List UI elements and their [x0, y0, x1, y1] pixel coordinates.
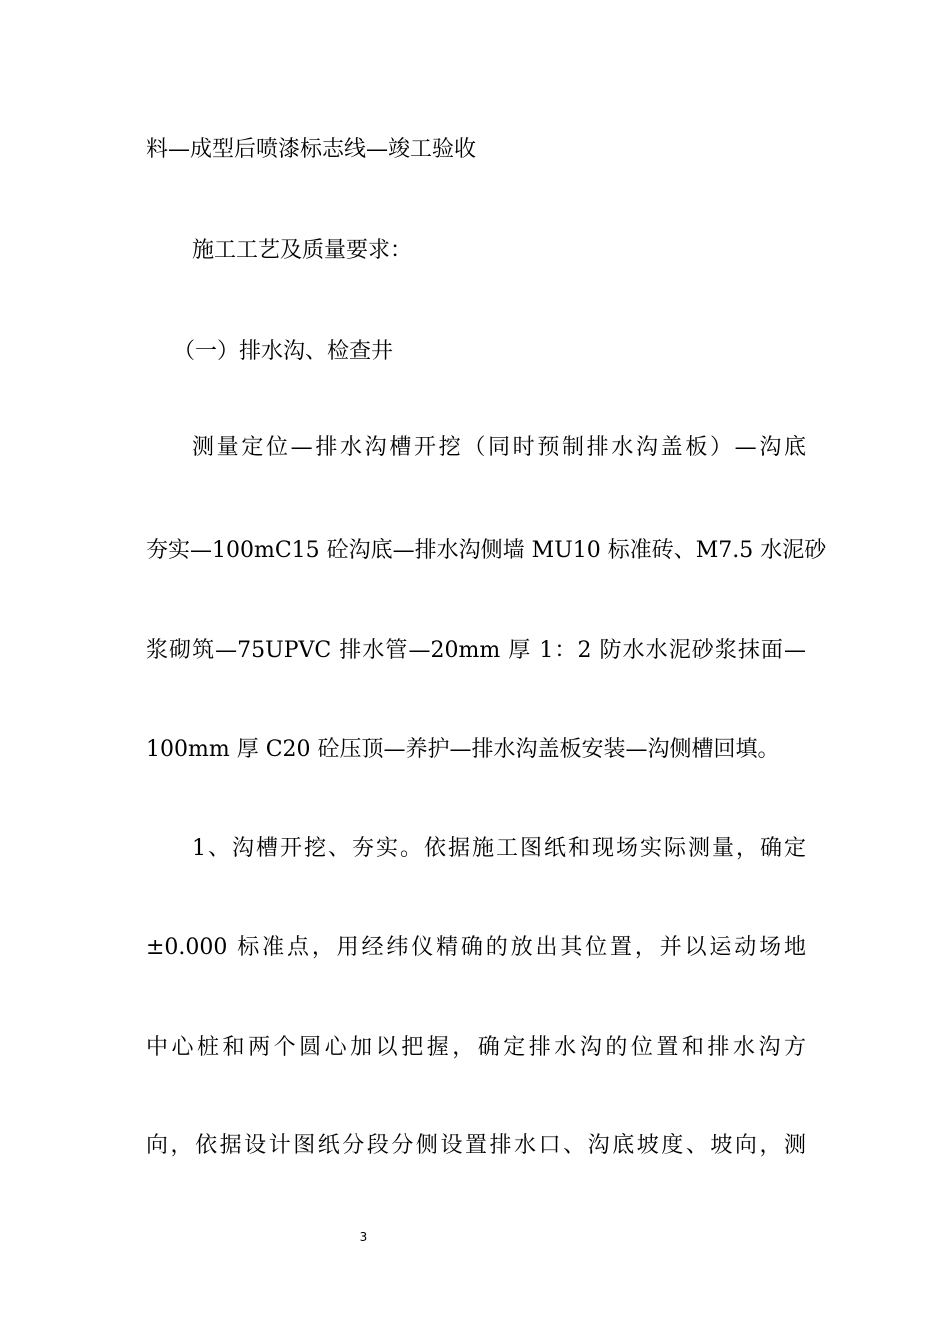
text-line-10: 中心桩和两个圆心加以把握，确定排水沟的位置和排水沟方: [146, 1035, 806, 1060]
text-line-5: 夯实—100mC15 砼沟底—排水沟侧墙 MU10 标准砖、M7.5 水泥砂: [146, 538, 827, 563]
text-line-6: 浆砌筑—75UPVC 排水管—20mm 厚 1：2 防水水泥砂浆抹面—: [146, 638, 806, 663]
section-heading: （一）排水沟、检查井: [173, 339, 394, 364]
text-line-4: 测量定位—排水沟槽开挖（同时预制排水沟盖板）—沟底: [192, 435, 806, 460]
text-line-8: 1、沟槽开挖、夯实。依据施工图纸和现场实际测量，确定: [192, 836, 806, 861]
text-line-11: 向，依据设计图纸分段分侧设置排水口、沟底坡度、坡向，测: [146, 1133, 806, 1158]
text-line-7: 100mm 厚 C20 砼压顶—养护—排水沟盖板安装—沟侧槽回填。: [146, 737, 780, 762]
text-line-2: 施工工艺及质量要求：: [192, 238, 413, 263]
text-line-9: ±0.000 标准点，用经纬仪精确的放出其位置，并以运动场地: [146, 935, 806, 960]
text-line-1: 料—成型后喷漆标志线—竣工验收: [146, 137, 477, 162]
page-number: 3: [359, 1230, 368, 1244]
